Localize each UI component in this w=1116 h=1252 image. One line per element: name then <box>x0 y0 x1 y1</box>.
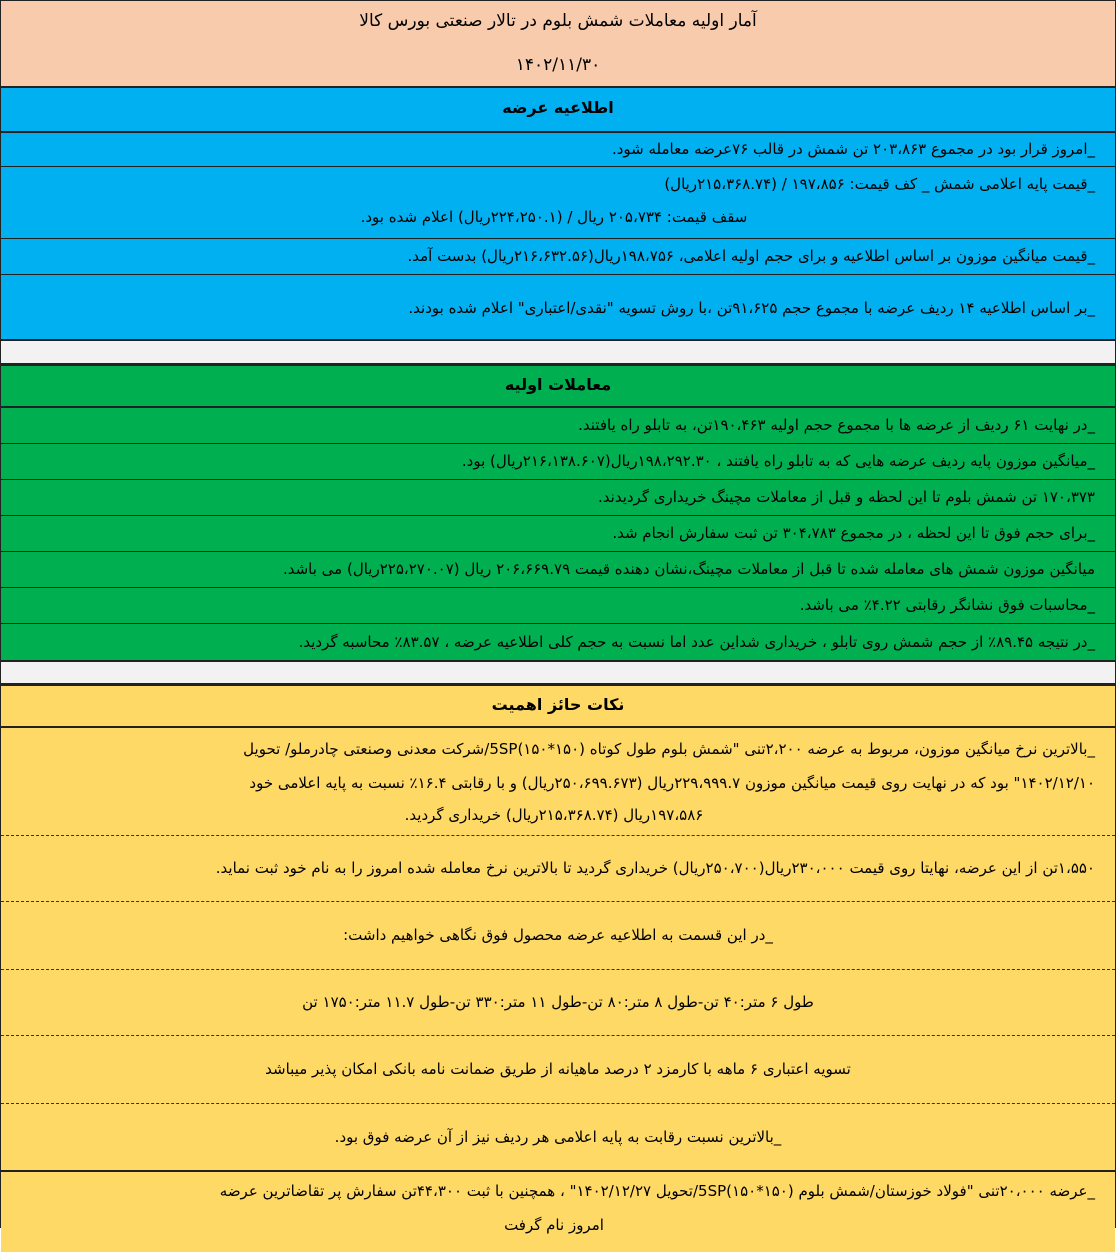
offer-section <box>1 88 1115 341</box>
report-title: آمار اولیه معاملات شمش بلوم در تالار صنعتی بورس کالا <box>359 11 757 31</box>
trades-section <box>1 365 1115 662</box>
trades-row-3: ۱۷۰،۳۷۳ تن شمش بلوم تا این لحظه و قبل از معاملات مچینگ خریداری گردیدند. <box>1 480 1115 516</box>
trades-row-4: _برای حجم فوق تا این لحظه ، در مجموع ۳۰۴،۷۸۳ تن ثبت سفارش انجام شد. <box>1 516 1115 552</box>
offer-row-2 <box>1 167 1115 239</box>
trades-section-title: معاملات اولیه <box>1 365 1115 408</box>
report-header <box>1 0 1115 88</box>
offer-section-title: اطلاعیه عرضه <box>1 88 1115 133</box>
notes-row-1-line-3: ۱۹۷،۵۸۶ریال (۲۱۵،۳۶۸.۷۴ریال) خریداری گردید. <box>404 806 704 824</box>
notes-row-3: _در این قسمت به اطلاعیه عرضه محصول فوق نگاهی خواهیم داشت: <box>1 902 1115 970</box>
trades-row-2: _میانگین موزون پایه ردیف عرضه هایی که به تابلو راه یافتند ، ۱۹۸،۲۹۲.۳۰ریال(۲۱۶،۱۳۸.۶۰۷ریال) بود. <box>1 444 1115 480</box>
notes-row-1-line-1: _بالاترین نرخ میانگین موزون، مربوط به عرضه ۲،۲۰۰تنی "شمش بلوم طول کوتاه (۱۵۰*۱۵۰)5SP/شرکت معدنی وصنعتی چادرملو/ تحویل <box>243 740 1095 758</box>
notes-row-1-line-2: ۱۴۰۲/۱۲/۱۰" بود که در نهایت روی قیمت میانگین موزون ۲۲۹،۹۹۹.۷ریال (۲۵۰،۶۹۹.۶۷۳ریال) و با رقابتی ۱۶.۴٪ نسبت به پایه اعلامی خود <box>249 774 1095 792</box>
notes-row-7 <box>1 1172 1115 1252</box>
notes-row-7-line-1: _عرضه ۲۰،۰۰۰تنی "فولاد خوزستان/شمش بلوم (۱۵۰*۱۵۰)5SP/تحویل ۱۴۰۲/۱۲/۲۷" ، همچنین با ثبت ۴۴،۳۰۰تن سفارش پر تقاضاترین عرضه <box>219 1182 1095 1200</box>
notes-row-7-line-2: امروز نام گرفت <box>504 1216 604 1234</box>
notes-row-1 <box>1 728 1115 836</box>
offer-row-3: _قیمت میانگین موزون بر اساس اطلاعیه و برای حجم اولیه اعلامی، ۱۹۸،۷۵۶ریال(۲۱۶،۶۳۲.۵۶ریال) بدست آمد. <box>1 239 1115 275</box>
trades-row-1: _در نهایت ۶۱ ردیف از عرضه ها با مجموع حجم اولیه ۱۹۰،۴۶۳تن، به تابلو راه یافتند. <box>1 408 1115 444</box>
notes-row-4: طول ۶ متر:۴۰ تن-طول ۸ متر:۸۰ تن-طول ۱۱ متر:۳۳۰ تن-طول ۱۱.۷ متر:۱۷۵۰ تن <box>1 970 1115 1036</box>
notes-row-6: _بالاترین نسبت رقابت به پایه اعلامی هر ردیف نیز از آن عرضه فوق بود. <box>1 1104 1115 1172</box>
notes-row-2: ۱،۵۵۰تن از این عرضه، نهایتا روی قیمت ۲۳۰،۰۰۰ریال(۲۵۰،۷۰۰ریال) خریداری گردید تا بالاترین نرخ معامله شده امروز را به نام خود ثبت نماید. <box>1 836 1115 902</box>
notes-section <box>1 685 1115 1252</box>
offer-row-2-line-2: سقف قیمت: ۲۰۵،۷۳۴ ریال / (۲۲۴،۲۵۰.۱ریال) اعلام شده بود. <box>360 208 748 226</box>
offer-row-1: _امروز قرار بود در مجموع ۲۰۳،۸۶۳ تن شمش در قالب ۷۶عرضه معامله شود. <box>1 133 1115 167</box>
report-date: ۱۴۰۲/۱۱/۳۰ <box>515 55 601 75</box>
section-separator <box>1 341 1115 365</box>
trades-row-6: _محاسبات فوق نشانگر رقابتی ۴.۲۲٪ می باشد. <box>1 588 1115 624</box>
offer-row-2-line-1: _قیمت پایه اعلامی شمش _ کف قیمت: ۱۹۷،۸۵۶ / (۲۱۵،۳۶۸.۷۴ریال) <box>664 175 1095 193</box>
notes-section-title: نکات حائز اهمیت <box>1 685 1115 728</box>
trades-row-5: میانگین موزون شمش های معامله شده تا قبل از معاملات مچینگ،نشان دهنده قیمت ۲۰۶،۶۶۹.۷۹ ریال (۲۲۵،۲۷۰.۰۷ریال) می باشد. <box>1 552 1115 588</box>
trades-row-7: _در نتیجه ۸۹.۴۵٪ از حجم شمش روی تابلو ، خریداری شداین عدد اما نسبت به حجم کلی اطلاعیه عرضه ، ۸۳.۵۷٪ محاسبه گردید. <box>1 624 1115 662</box>
offer-row-4: _بر اساس اطلاعیه ۱۴ ردیف عرضه با مجموع حجم ۹۱،۶۲۵تن ،با روش تسویه "نقدی/اعتباری" اعلام شده بودند. <box>1 275 1115 341</box>
section-separator-2 <box>1 662 1115 685</box>
notes-row-5: تسویه اعتباری ۶ ماهه با کارمزد ۲ درصد ماهیانه از طریق ضمانت نامه بانکی امکان پذیر میباشد <box>1 1036 1115 1104</box>
